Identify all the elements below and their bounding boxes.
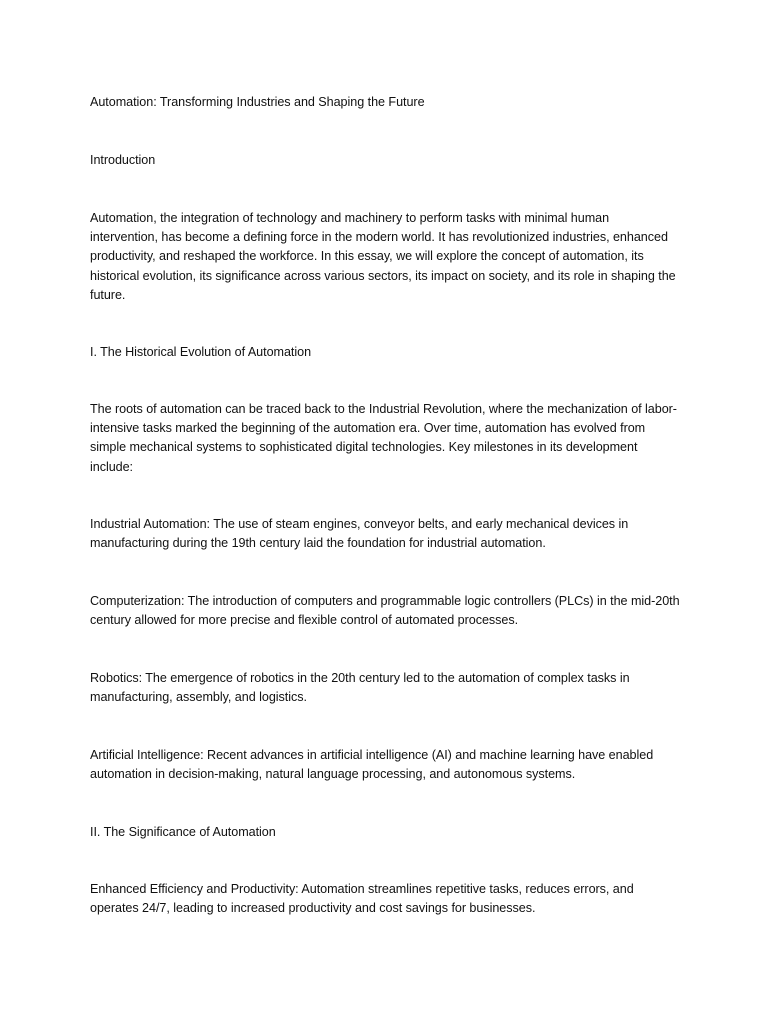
section-historical-evolution-heading: I. The Historical Evolution of Automation — [90, 345, 312, 359]
section-significance-heading: II. The Significance of Automation — [90, 825, 276, 839]
introduction-heading: Introduction — [90, 153, 156, 167]
efficiency-paragraph: Enhanced Efficiency and Productivity: Automation streamlines repetitive tasks, reduces errors, and operates 24/7, leading to increased productivity and cost savings for businesses. — [90, 882, 634, 916]
milestone-computerization: Computerization: The introduction of computers and programmable logic controllers (PLCs) in the mid-20th century allowed for more precise and flexible control of automated processes. — [90, 594, 680, 628]
historical-evolution-paragraph: The roots of automation can be traced back to the Industrial Revolution, where the mechanization of labor-intensive tasks marked the beginning of the automation era. Over time, automation has evolved from simple mechanical systems to sophisticated digital technologies. Key milestones in its development include: — [90, 402, 677, 474]
milestone-robotics: Robotics: The emergence of robotics in the 20th century led to the automation of complex tasks in manufacturing, assembly, and logistics. — [90, 671, 630, 705]
milestone-industrial-automation: Industrial Automation: The use of steam engines, conveyor belts, and early mechanical devices in manufacturing during the 19th century laid the foundation for industrial automation. — [90, 517, 629, 551]
introduction-paragraph: Automation, the integration of technology and machinery to perform tasks with minimal human intervention, has become a defining force in the modern world. It has revolutionized industries, enhanced productivity, and reshaped the workforce. In this essay, we will explore the concept of automation, its historical evolution, its significance across various sectors, its impact on society, and its role in shaping the future. — [90, 211, 676, 302]
document-title: Automation: Transforming Industries and Shaping the Future — [90, 95, 425, 109]
milestone-artificial-intelligence: Artificial Intelligence: Recent advances in artificial intelligence (AI) and machine learning have enabled automation in decision-making, natural language processing, and autonomous systems. — [90, 748, 654, 782]
